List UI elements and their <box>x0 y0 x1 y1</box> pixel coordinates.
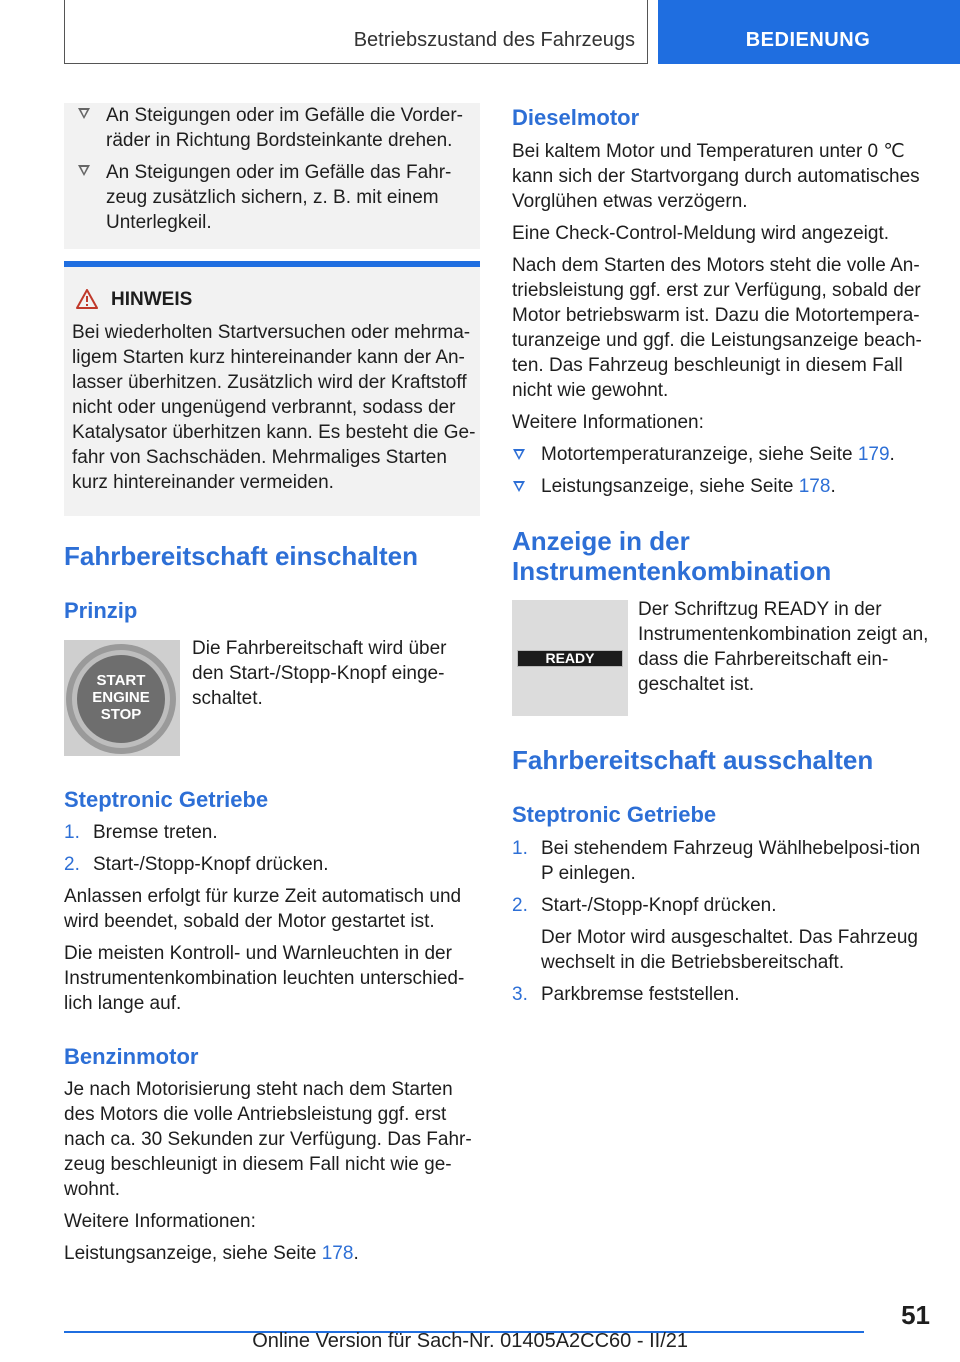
bullet-triangle-icon <box>513 481 525 492</box>
aus-step2-note: Der Motor wird ausgeschaltet. Das Fahrzeug wechselt in die Betriebsbereitschaft. <box>541 927 918 973</box>
stop-label: STOP <box>100 706 142 723</box>
subheading-dieselmotor: Dieselmotor <box>512 105 640 130</box>
diesel-para-3: Nach dem Starten des Motors steht die volle An-triebsleistung ggf. erst zur Verfügung, sobald der Motor betriebswarm ist. Dazu die Motortempera-turanzeige und ggf. die Leistungsanzeige beach-ten. Das Fahrzeug beschleunigt in diesem Fall nicht wie gewohnt. <box>512 255 922 401</box>
benzin-block <box>64 1077 480 1266</box>
notice-text: Bei wiederholten Startversuchen oder mehrma-ligem Starten kurz hintereinander kann der An-lasser überhitzen. Zusätzlich wird der Kraftstoff nicht oder ungenügend verbrannt, sodass der Katalysator überhitzen kann. Es besteht die Ge-fahr von Sachschäden. Mehrmaliges Starten kurz hintereinander vermeiden. <box>72 322 476 493</box>
list-item: 2. Start-/Stopp-Knopf drücken. <box>64 854 329 875</box>
benzin-reference: Leistungsanzeige, siehe Seite 178. <box>64 1243 359 1264</box>
header-section-title: Betriebszustand des Fahrzeugs <box>353 29 635 51</box>
section-heading-anzeige: Anzeige in der Instrumentenkombination <box>512 526 832 586</box>
diesel-para-1: Bei kaltem Motor und Temperaturen unter 0 ℃ kann sich der Startvorgang durch automatisches Vorglühen etwas verzögern. <box>512 141 920 212</box>
bullet-triangle-icon <box>513 449 525 460</box>
list-item: An Steigungen oder im Gefälle das Fahr-zeug zusätzlich sichern, z. B. mit einem Unterlegkeil. <box>64 160 464 235</box>
ready-display-image <box>512 600 628 716</box>
steptronic-para-2: Die meisten Kontroll- und Warnleuchten in der Instrumentenkombination leuchten unterschied-lich lange auf. <box>64 943 465 1014</box>
page-link-178[interactable]: 178 <box>798 476 831 497</box>
anzeige-text: Der Schriftzug READY in der Instrumentenkombination zeigt an, dass die Fahrbereitschaft ein-geschaltet ist. <box>638 599 929 695</box>
diesel-para-2: Eine Check-Control-Meldung wird angezeigt. <box>512 223 890 244</box>
subheading-steptronic-aus: Steptronic Getriebe <box>512 802 717 827</box>
page-link-179[interactable]: 179 <box>857 444 890 465</box>
bullet-triangle-icon <box>78 108 90 119</box>
notice-box <box>64 267 480 516</box>
start-label: START <box>96 672 146 689</box>
chapter-tab-label: BEDIENUNG <box>745 29 871 51</box>
list-item: 1. Bei stehendem Fahrzeug Wählhebelposi-tion P einlegen. <box>512 838 921 884</box>
list-item: An Steigungen oder im Gefälle die Vorder-räder in Richtung Bordsteinkante drehen. <box>64 103 464 153</box>
subheading-prinzip: Prinzip <box>64 598 138 623</box>
list-item: Motortemperaturanzeige, siehe Seite 179. <box>512 442 928 467</box>
header-section-box <box>64 0 648 64</box>
start-stop-button-image <box>64 640 180 756</box>
list-item: 2. Start-/Stopp-Knopf drücken. <box>512 895 777 916</box>
notice-title: HINWEIS <box>111 289 193 310</box>
ready-label: READY <box>545 650 595 666</box>
page-link-178[interactable]: 178 <box>321 1243 354 1264</box>
warning-triangle-icon <box>76 289 98 309</box>
page-number: 51 <box>901 1300 930 1330</box>
header-chapter-tab[interactable] <box>658 0 960 64</box>
subheading-benzinmotor: Benzinmotor <box>64 1044 199 1069</box>
section-heading-einschalten: Fahrbereitschaft einschalten <box>64 541 418 571</box>
aus-steps <box>512 836 928 1007</box>
footer-online-version: Online Version für Sach-Nr. 01405A2CC60 - II/21 <box>252 1330 688 1352</box>
benzin-text: Je nach Motorisierung steht nach dem Starten des Motors die volle Antriebsleistung ggf. erst nach ca. 30 Sekunden zur Verfügung. Das Fahr-zeug beschleunigt in diesem Fall nicht wie ge-wohnt. <box>64 1079 472 1200</box>
list-item: 3. Parkbremse feststellen. <box>512 984 740 1005</box>
diesel-block <box>512 139 928 499</box>
engine-label: ENGINE <box>92 689 150 706</box>
list-item: Leistungsanzeige, siehe Seite 178. <box>512 474 928 499</box>
section-heading-ausschalten: Fahrbereitschaft ausschalten <box>512 745 874 775</box>
steptronic-para-1: Anlassen erfolgt für kurze Zeit automatisch und wird beendet, sobald der Motor gestartet ist. <box>64 886 462 932</box>
prinzip-text: Die Fahrbereitschaft wird über den Start-/Stopp-Knopf einge-schaltet. <box>192 638 447 709</box>
tip-box <box>64 103 480 249</box>
list-item: 1. Bremse treten. <box>64 822 218 843</box>
steptronic-steps <box>64 820 480 1016</box>
benzin-more: Weitere Informationen: <box>64 1211 256 1232</box>
subheading-steptronic: Steptronic Getriebe <box>64 787 269 812</box>
bullet-triangle-icon <box>78 165 90 176</box>
diesel-more: Weitere Informationen: <box>512 412 704 433</box>
